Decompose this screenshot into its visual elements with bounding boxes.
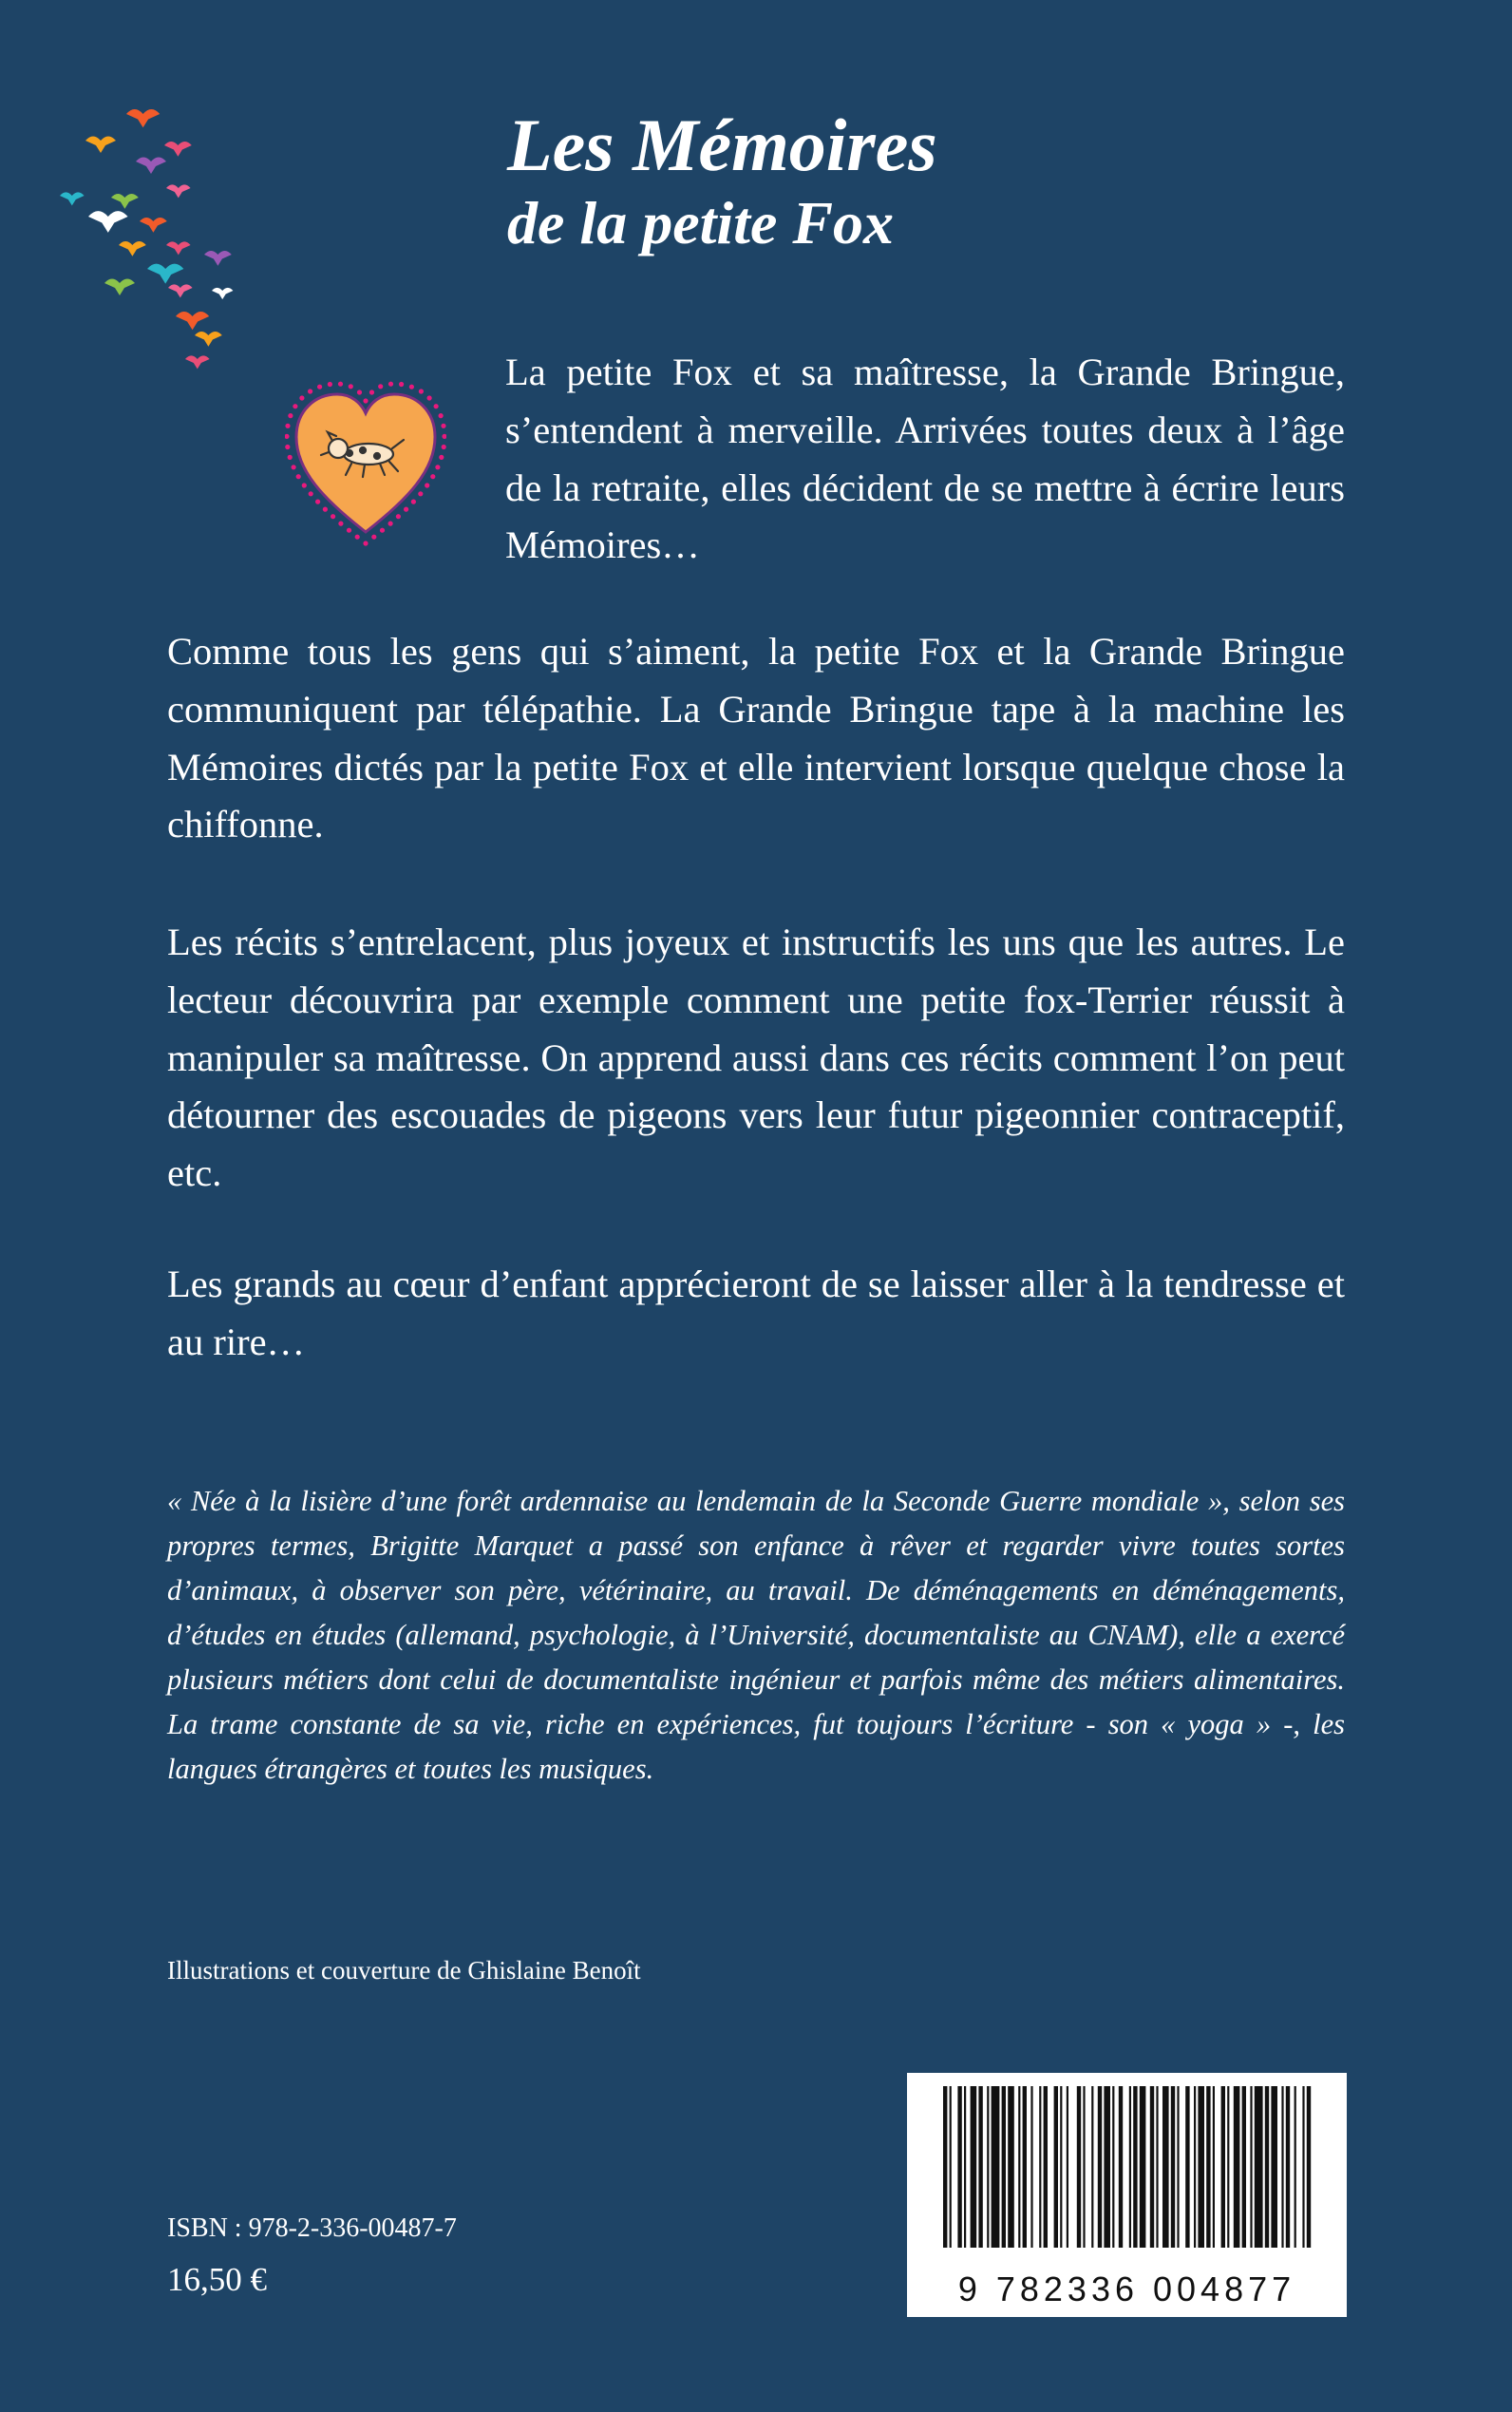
barcode-bar	[1060, 2086, 1062, 2248]
heart-dot	[328, 382, 332, 387]
heart-dot	[355, 535, 360, 540]
heart-dot	[441, 424, 445, 428]
heart-dot	[315, 500, 320, 504]
barcode-bar	[1255, 2086, 1263, 2248]
price: 16,50 €	[167, 2261, 267, 2298]
barcode-bar	[1213, 2086, 1215, 2248]
barcode-bar	[1281, 2086, 1283, 2248]
barcode-bar	[1104, 2086, 1110, 2248]
bird-icon	[176, 312, 209, 330]
barcode-bars	[907, 2073, 1347, 2263]
heart-dot	[439, 413, 444, 418]
author-biography: « Née à la lisière d’une forêt ardennaise au lendemain de la Seconde Guerre mondiale », selon ses propres termes, Brigitte Marquet a passé son enfance à rêver et regarder vivre toutes sortes d’animaux, à observer son père, vétérinaire, au travail. De déménagements en déménagements, d’études en études (allemand, psychologie, à l’Université, documentaliste au CNAM), elle a exercé plusieurs métiers dont celui de documentaliste ingénieur et parfois même des métiers alimentaires. La trame constante de sa vie, riche en expériences, fut toujours l’écriture - son « yoga » -, les langues étrangères et toutes les musiques.	[167, 1485, 1345, 1785]
heart-dot	[349, 384, 353, 389]
heart-dot	[399, 382, 404, 387]
heart-dot	[388, 522, 393, 526]
flying-birds-illustration	[52, 103, 337, 397]
barcode-bar	[1156, 2086, 1158, 2248]
barcode-bar	[1098, 2086, 1102, 2248]
bird-icon	[140, 218, 167, 233]
barcode-bar	[1054, 2086, 1058, 2248]
title-line-2: de la petite Fox	[507, 188, 895, 256]
barcode-digits: 9 782336 004877	[957, 2270, 1296, 2308]
heart-dot	[338, 382, 343, 387]
bird-icon	[185, 355, 210, 369]
heart-dot	[378, 384, 383, 389]
bird-icon	[204, 251, 232, 266]
barcode-bar	[1177, 2086, 1179, 2248]
heart-dot	[419, 389, 424, 393]
barcode-bar	[1091, 2086, 1093, 2248]
bird-icon	[136, 158, 166, 175]
heart-dot	[308, 389, 312, 393]
heart-dot	[357, 389, 362, 394]
heart-dot	[323, 507, 328, 512]
heart-dot	[293, 404, 297, 408]
bird-icon	[60, 192, 85, 205]
heart-dot	[442, 445, 446, 449]
heart-dot	[430, 474, 435, 479]
heart-dot	[369, 389, 374, 394]
bird-icon	[195, 332, 222, 347]
bird-icon	[85, 137, 116, 154]
heart-dot	[309, 491, 313, 496]
barcode-bar	[1227, 2086, 1229, 2248]
heart-dot	[331, 514, 335, 519]
barcode-bar	[1039, 2086, 1041, 2248]
barcode-bar	[987, 2086, 989, 2248]
isbn: ISBN : 978-2-336-00487-7	[167, 2213, 457, 2243]
barcode-bar	[1206, 2086, 1210, 2248]
barcode-bar	[992, 2086, 1000, 2248]
heart-dot	[371, 535, 376, 540]
bird-icon	[212, 288, 233, 299]
barcode-bar	[1067, 2086, 1068, 2248]
barcode-bar	[1129, 2086, 1131, 2248]
heart-dot	[338, 522, 343, 526]
barcode-bar	[1302, 2086, 1304, 2248]
bird-icon	[164, 142, 192, 157]
barcode-bar	[1221, 2086, 1225, 2248]
bird-icon	[166, 241, 191, 255]
heart-dot	[425, 483, 429, 487]
bird-icon	[126, 109, 160, 127]
heart-dog-illustration	[285, 380, 446, 546]
bird-icon	[166, 184, 191, 198]
barcode-bar	[1150, 2086, 1154, 2248]
barcode-bar	[1119, 2086, 1123, 2248]
heart-dot	[434, 404, 439, 408]
bird-icon	[168, 284, 193, 297]
heart-dot	[288, 455, 293, 460]
blurb-paragraph-1: La petite Fox et sa maîtresse, la Grande Bringue, s’entendent à merveille. Arrivées toutes deux à l’âge de la retraite, elles décident de se mettre à écrire leurs Mémoires…	[505, 351, 1345, 567]
barcode-bar	[1271, 2086, 1277, 2248]
heart-dot	[418, 491, 423, 496]
heart-dot	[404, 507, 408, 512]
bird-icon	[88, 211, 128, 233]
heart-dot	[363, 541, 368, 545]
heart-dot	[439, 455, 444, 460]
barcode-bar	[1162, 2086, 1169, 2248]
heart-dot	[427, 395, 432, 400]
heart-dot	[411, 500, 416, 504]
blurb-paragraph-4: Les grands au cœur d’enfant apprécieront de se laisser aller à la tendresse et au rire…	[167, 1263, 1345, 1363]
barcode-bar	[1030, 2086, 1032, 2248]
heart-dot	[292, 465, 296, 469]
heart-dot	[388, 382, 393, 387]
barcode-bar	[1242, 2086, 1246, 2248]
heart-dot	[409, 385, 414, 389]
barcode-bar	[1265, 2086, 1269, 2248]
barcode-bar	[1002, 2086, 1006, 2248]
title-line-1: Les Mémoires	[507, 104, 937, 186]
barcode-bar	[1185, 2086, 1189, 2248]
barcode-bar	[1295, 2086, 1296, 2248]
heart-dot	[288, 413, 293, 418]
barcode-bar	[1133, 2086, 1137, 2248]
heart-dot	[396, 514, 401, 519]
barcode-bar	[1307, 2086, 1311, 2248]
barcode-bar	[1112, 2086, 1114, 2248]
bird-icon	[147, 264, 183, 284]
book-title	[507, 103, 937, 257]
heart-dot	[317, 385, 322, 389]
illustration-credits: Illustrations et couverture de Ghislaine Benoît	[167, 1956, 641, 1985]
barcode-bar	[957, 2086, 961, 2248]
barcode	[907, 2073, 1347, 2317]
barcode-bar	[1008, 2086, 1014, 2248]
heart-dot	[302, 483, 307, 487]
barcode-bar	[1044, 2086, 1048, 2248]
barcode-bar	[950, 2086, 952, 2248]
barcode-bar	[964, 2086, 966, 2248]
barcode-bar	[1171, 2086, 1175, 2248]
barcode-bar	[1018, 2086, 1020, 2248]
barcode-bar	[1234, 2086, 1240, 2248]
barcode-bar	[971, 2086, 977, 2248]
heart-dot	[347, 528, 351, 533]
bird-icon	[104, 279, 135, 296]
heart-dot	[296, 474, 301, 479]
heart-dot	[442, 434, 446, 439]
barcode-bar	[1198, 2086, 1204, 2248]
blurb-paragraph-3: Les récits s’entrelacent, plus joyeux et instructifs les uns que les autres. Le lecteur découvrira par exemple comment une petite fox-Terrier réussit à manipuler sa maîtresse. On apprend aussi dans ces récits comment l’on peut détourner des escouades de pigeons vers leur futur pigeonnier contraceptif, etc.	[167, 921, 1345, 1194]
barcode-bar	[943, 2086, 947, 2248]
barcode-bar	[1077, 2086, 1081, 2248]
barcode-bar	[1023, 2086, 1027, 2248]
heart-dot	[380, 528, 385, 533]
bird-icon	[119, 241, 146, 256]
barcode-bar	[1286, 2086, 1290, 2248]
barcode-bar	[1250, 2086, 1252, 2248]
heart-dot	[299, 395, 304, 400]
blurb-paragraph-2: Comme tous les gens qui s’aiment, la petite Fox et la Grande Bringue communiquent par télépathie. La Grande Bringue tape à la machine les Mémoires dictés par la petite Fox et elle intervient lorsque quelque chose la chiffonne.	[167, 630, 1345, 846]
heart-dot	[363, 398, 368, 403]
bird-icon	[111, 194, 139, 209]
heart-dot	[285, 445, 290, 449]
barcode-bar	[1140, 2086, 1146, 2248]
barcode-bar	[1194, 2086, 1196, 2248]
heart-dot	[435, 465, 440, 469]
heart-dot	[285, 424, 290, 428]
heart-dot	[285, 434, 290, 439]
barcode-bar	[978, 2086, 982, 2248]
barcode-bar	[1083, 2086, 1085, 2248]
